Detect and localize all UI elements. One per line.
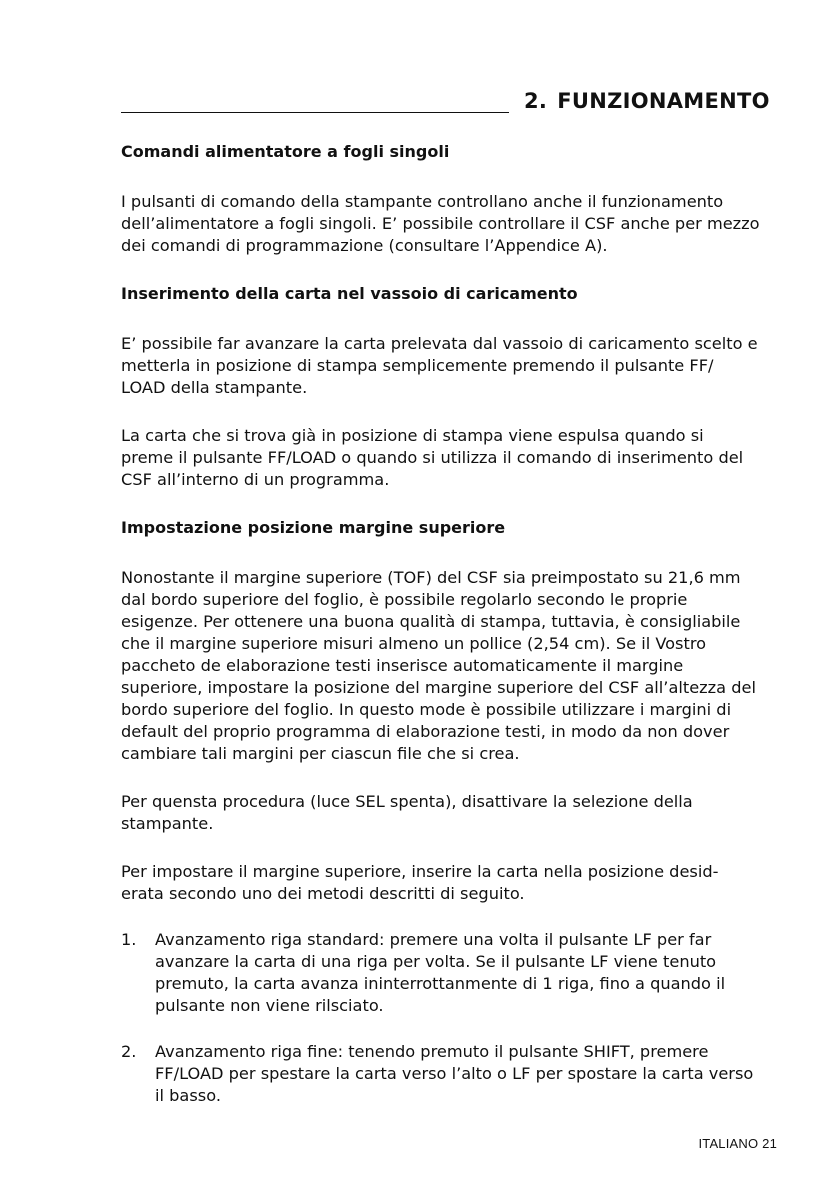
list-item-text: Avanzamento riga fine: tenendo premuto il pulsante SHIFT, premere FF/LOAD per spestare la carta verso l’alto o LF per spostare la carta verso il basso. <box>155 1042 754 1105</box>
list-marker: 2. <box>121 1042 137 1061</box>
paragraph: I pulsanti di comando della stampante controllano anche il funzionamento dell’alimentatore a fogli singoli. E’ possibile controllare il CSF anche per mezzo dei comandi di programmazione (consultare l’Appendice A). <box>121 192 760 255</box>
list-marker: 1. <box>121 930 137 949</box>
chapter-number: 2. <box>524 89 548 113</box>
section-heading-paper-loading: Inserimento della carta nel vassoio di caricamento <box>121 284 578 303</box>
list-item <box>121 1041 761 1107</box>
section-heading-top-margin: Impostazione posizione margine superiore <box>121 518 506 537</box>
list-item-text: Avanzamento riga standard: premere una volta il pulsante LF per far avanzare la carta di una riga per volta. Se il pulsante LF viene tenuto premuto, la carta avanza ininterrottanmente di 1 riga, fino a quando il pulsante non viene rilsciato. <box>155 930 726 1015</box>
section-heading-csf-commands: Comandi alimentatore a fogli singoli <box>121 142 450 161</box>
paragraph: Nonostante il margine superiore (TOF) del CSF sia preimpostato su 21,6 mm dal bordo superiore del foglio, è possibile regolarlo secondo le proprie esigenze. Per ottenere una buona qualità di stampa, tuttavia, è consigliabile che il margine superiore misuri almeno un pollice (2,54 cm). Se il Vostro paccheto de elaborazione testi inserisce automaticamente il margine superiore, impostare la posizione del margine superiore del CSF all’altezza del bordo superiore del foglio. In questo mode è possibile utilizzare i margini di default del proprio programma di elaborazione testi, in modo da non dover cambiare tali margini per ciascun file che si crea. <box>121 568 756 763</box>
paragraph: E’ possibile far avanzare la carta prelevata dal vassoio di caricamento scelto e metterla in posizione di stampa semplicemente premendo il pulsante FF/ LOAD della stampante. <box>121 334 758 397</box>
chapter-heading <box>524 89 770 113</box>
page-footer: ITALIANO 21 <box>698 1136 777 1151</box>
paragraph: Per quensta procedura (luce SEL spenta), disattivare la selezione della stampante. <box>121 792 693 833</box>
paragraph: La carta che si trova già in posizione di stampa viene espulsa quando si preme il pulsante FF/LOAD o quando si utilizza il comando di inserimento del CSF all’interno di un programma. <box>121 426 744 489</box>
header-rule <box>121 112 509 113</box>
page-content <box>121 141 761 1107</box>
paragraph: Per impostare il margine superiore, inserire la carta nella posizione desid-erata secondo uno dei metodi descritti di seguito. <box>121 862 719 903</box>
steps-list <box>121 929 761 1107</box>
list-item <box>121 929 761 1017</box>
chapter-title: FUNZIONAMENTO <box>557 89 770 113</box>
